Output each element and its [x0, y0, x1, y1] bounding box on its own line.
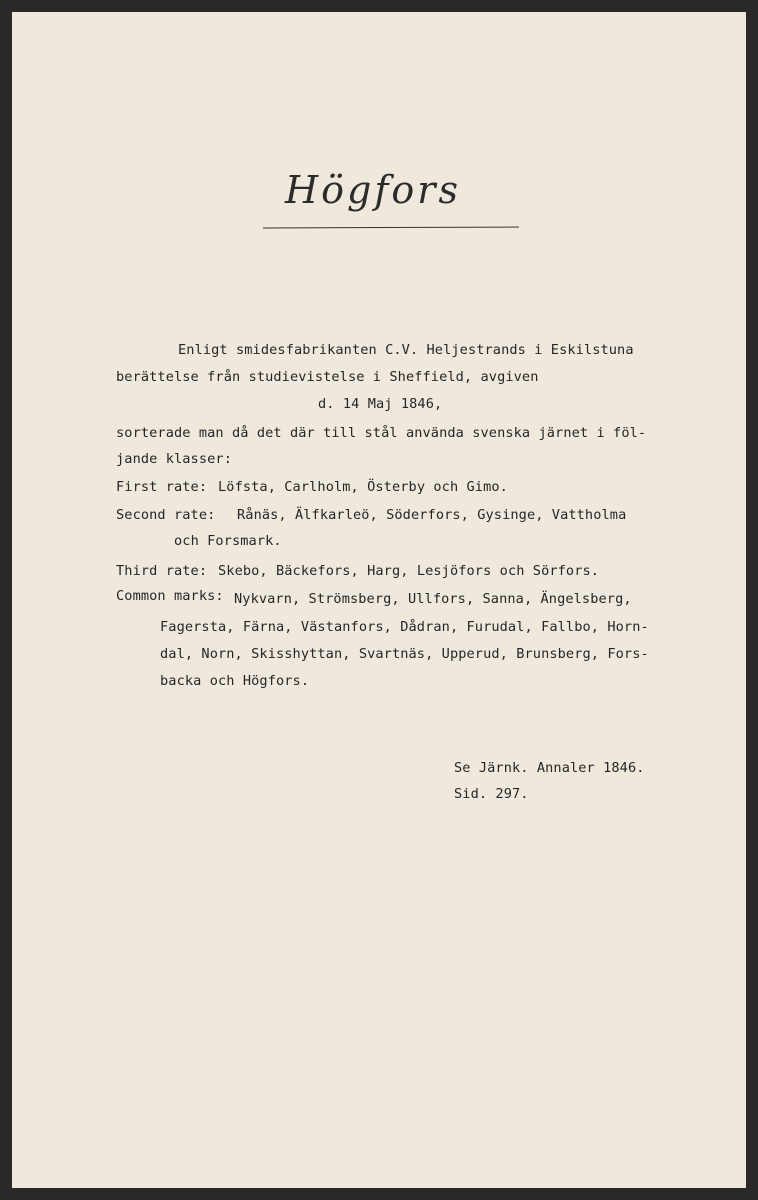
second-rate-line: Rånäs, Älfkarleö, Söderfors, Gysinge, Vattholma — [237, 507, 627, 523]
third-rate-label: Third rate: — [116, 563, 208, 579]
second-rate-line: och Forsmark. — [174, 533, 282, 549]
intro-line: d. 14 Maj 1846, — [318, 396, 443, 412]
common-marks-line: dal, Norn, Skisshyttan, Svartnäs, Upperud, Brunsberg, Fors- — [160, 646, 649, 662]
common-marks-line: Nykvarn, Strömsberg, Ullfors, Sanna, Ängelsberg, — [234, 591, 632, 607]
reference-source: Se Järnk. Annaler 1846. — [454, 760, 645, 776]
reference-page: Sid. 297. — [454, 786, 529, 802]
intro-line: berättelse från studievistelse i Sheffield, avgiven — [116, 369, 539, 385]
common-marks-label: Common marks: — [116, 588, 224, 604]
intro-line: jande klasser: — [116, 451, 232, 467]
common-marks-line: Fagersta, Färna, Västanfors, Dådran, Furudal, Fallbo, Horn- — [160, 619, 649, 635]
second-rate-label: Second rate: — [116, 507, 216, 523]
intro-line: Enligt smidesfabrikanten C.V. Heljestrands i Eskilstuna — [178, 342, 634, 358]
document-title: Högfors — [285, 168, 461, 212]
first-rate-line: Löfsta, Carlholm, Österby och Gimo. — [218, 479, 508, 495]
first-rate-label: First rate: — [116, 479, 208, 495]
common-marks-line: backa och Högfors. — [160, 673, 310, 689]
third-rate-line: Skebo, Bäckefors, Harg, Lesjöfors och Sörfors. — [218, 563, 600, 579]
intro-line: sorterade man då det där till stål använda svenska järnet i föl- — [116, 425, 647, 441]
